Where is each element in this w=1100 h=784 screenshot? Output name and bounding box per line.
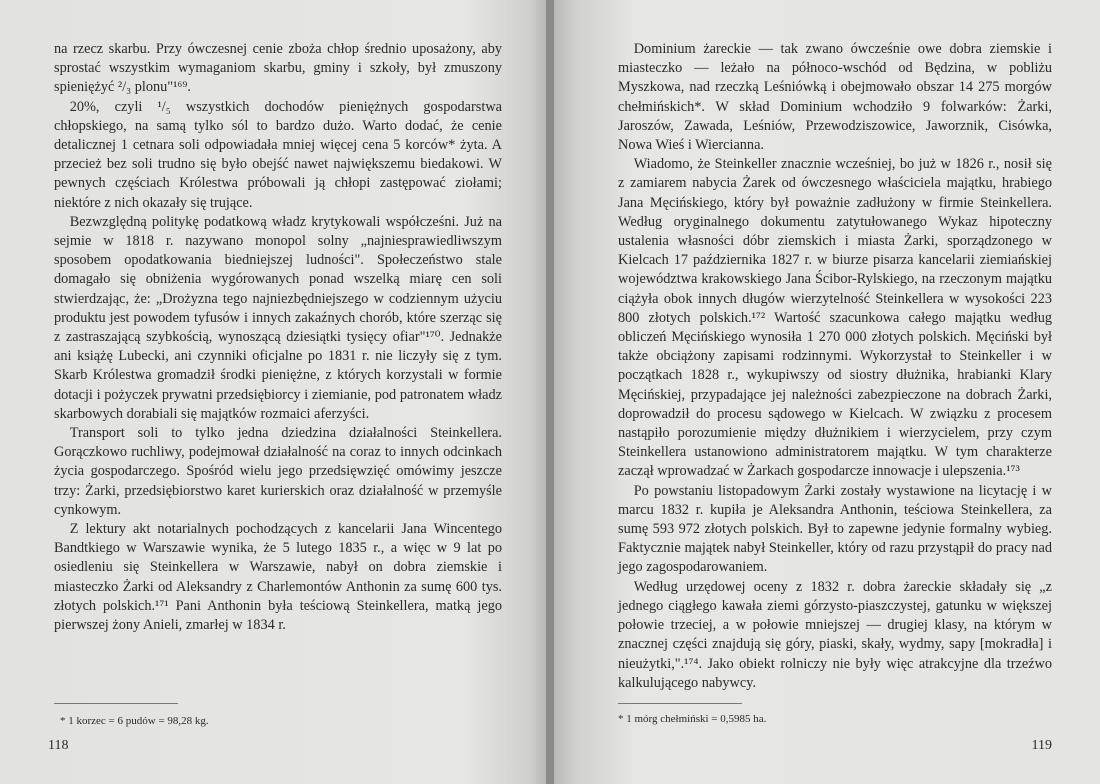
footnote: * 1 korzec = 6 pudów = 98,28 kg. (60, 715, 209, 727)
paragraph: 20%, czyli ¹/₅ wszystkich dochodów pieniężnych gospodarstwa chłopskiego, na samą tylko sól to bardzo dużo. Warto dodać, że cenie detalicznej 1 cetnara soli odpowiadała mniej więcej cena 5 korców* żyta. A przecież bez soli trudno się było obejść nawet największemu biedakowi. W pewnych częściach Królestwa próbowali ją chłopi zastępować ziołami; niektóre z nich okazały się trujące. (54, 98, 502, 211)
paragraph: Dominium żareckie — tak zwano ówcześnie owe dobra ziemskie i miasteczko — leżało na północo-wschód od Będzina, w pobliżu Myszkowa, nad rzeczką Leśniówką i obejmowało obszar 14 275 morgów chełmińskich*. W skład Dominium wchodziło 9 folwarków: Żarki, Jaroszów, Zawada, Leśniów, Przewodziszowice, Jaworznik, Cisówka, Nowa Wieś i Wiercianna. (618, 41, 1052, 154)
paragraph: Bezwzględną politykę podatkową władz krytykowali współcześni. Już na sejmie w 1818 r. nazywano monopol solny „najniesprawiedliwszym sposobem opodatkowania biedniejszej ludności". Społeczeństwo stale domagało się obniżenia wygórowanych ponad wszelką miarę cen soli stwierdzając, że: „Drożyzna tego najniezbędniejszego w codziennym użyciu produktu jest powodem tyfusów i innych zakaźnych chorób, które szerząc się z zastraszającą szybkością, wynoszącą dziesiątki tysięcy ofiar"¹⁷⁰. Jednakże ani książę Lubecki, ani czynniki oficjalne po 1831 r. nie liczyły się z tym. Skarb Królestwa gromadził środki pieniężne, z których korzystali w formie dotacji i pożyczek prywatni przedsiębiorcy i ziemianie, pod patronatem władz skarbowych dorabiali się majątków rozmaici aferzyści. (54, 213, 502, 422)
book-gutter (546, 0, 554, 784)
footnote-divider (54, 703, 178, 704)
paragraph: na rzecz skarbu. Przy ówczesnej cenie zboża chłop średnio uposażony, aby sprostać wszystkim wymaganiom skarbu, gminy i szkoły, był zmuszony spieniężyć ²/₃ plonu"¹⁶⁹. (54, 41, 502, 96)
paragraph: Z lektury akt notarialnych pochodzących z kancelarii Jana Wincentego Bandtkiego w Warszawie wynika, że 5 lutego 1835 r., a więc w 9 lat po osiedleniu się Steinkellera w Warszawie, nabył on dobra ziemskie i miasteczko Żarki od Aleksandry z Charlemontów Anthonin za sumę 600 tys. złotych polskich.¹⁷¹ Pani Anthonin była teściową Steinkellera, matką jego pierwszej żony Anieli, zmarłej w 1834 r. (54, 521, 502, 634)
page-number: 118 (48, 738, 69, 753)
paragraph: Według urzędowej oceny z 1832 r. dobra żareckie składały się „z jednego ciągłego kawała ziemi górzysto-piaszczystej, gatunku w większej połowie trzeciej, a w połowie mniejszej — drugiej klasy, na którym w znacznej części znajdują się góry, piaski, skały, wydmy, sapy [mokradła] i nieużytki,".¹⁷⁴. Jako obiekt rolniczy nie były więc atrakcyjne dla trzeźwo kalkulującego nabywcy. (618, 578, 1052, 691)
left-page (0, 0, 546, 784)
paragraph: Po powstaniu listopadowym Żarki zostały wystawione na licytację i w marcu 1832 r. kupiła je Aleksandra Anthonin, teściowa Steinkellera, za sumę 593 972 złotych polskich. Był to zapewne jedynie formalny wybieg. Faktycznie majątek nabył Steinkeller, który od razu przystąpił do pracy nad jego zagospodarowaniem. (618, 482, 1052, 576)
right-page (554, 0, 1100, 784)
page-number: 119 (1031, 738, 1052, 753)
footnote: * 1 mórg chełmiński = 0,5985 ha. (618, 713, 767, 725)
footnote-divider (618, 703, 742, 704)
paragraph: Transport soli to tylko jedna dziedzina działalności Steinkellera. Gorączkowo ruchliwy, podejmował działalność na coraz to innych odcinkach życia gospodarczego. Spośród wielu jego przedsięwzięć omówimy jeszcze trzy: Żarki, przedsiębiorstwo karet kurierskich oraz działalność w przemyśle cynkowym. (54, 425, 502, 518)
paragraph: Wiadomo, że Steinkeller znacznie wcześniej, bo już w 1826 r., nosił się z zamiarem nabycia Żarek od ówczesnego właściciela majątku, hrabiego Jana Męcińskiego, który był poważnie zadłużony w firmie Steinkellera. Według oryginalnego dokumentu zatytułowanego Wykaz hipoteczny ustalenia własności dóbr ziemskich i miasta Żarki, sporządzonego w Kielcach 17 października 1827 r. w biurze pisarza kancelarii ziemiańskiej województwa krakowskiego Jana Ścibor-Rylskiego, na rzeczonym majątku ciążyła obok innych długów wierzytelność Steinkellera w wysokości 223 800 złotych polskich.¹⁷² Wartość szacunkowa całego majątku według obliczeń Męcińskiego wynosiła 1 270 000 złotych polskich. Męciński był także obciążony zapisami rodzinnymi. Wykorzystał to Steinkeller i w początkach 1828 r., wykupiwszy od siostry dłużnika, hrabianki Klary Męcińskiej, przypadające jej należności zabezpieczone na dobrach Żarki, doprowadził do procesu sądowego w Kielcach. W związku z procesem nastąpiło porozumienie między dłużnikiem i wierzycielem, przy czym Steinkellera ustanowiono administratorem majątku. W tym charakterze zaczął wprowadzać w Żarkach gospodarcze innowacje i ulepszenia.¹⁷³ (618, 156, 1052, 480)
